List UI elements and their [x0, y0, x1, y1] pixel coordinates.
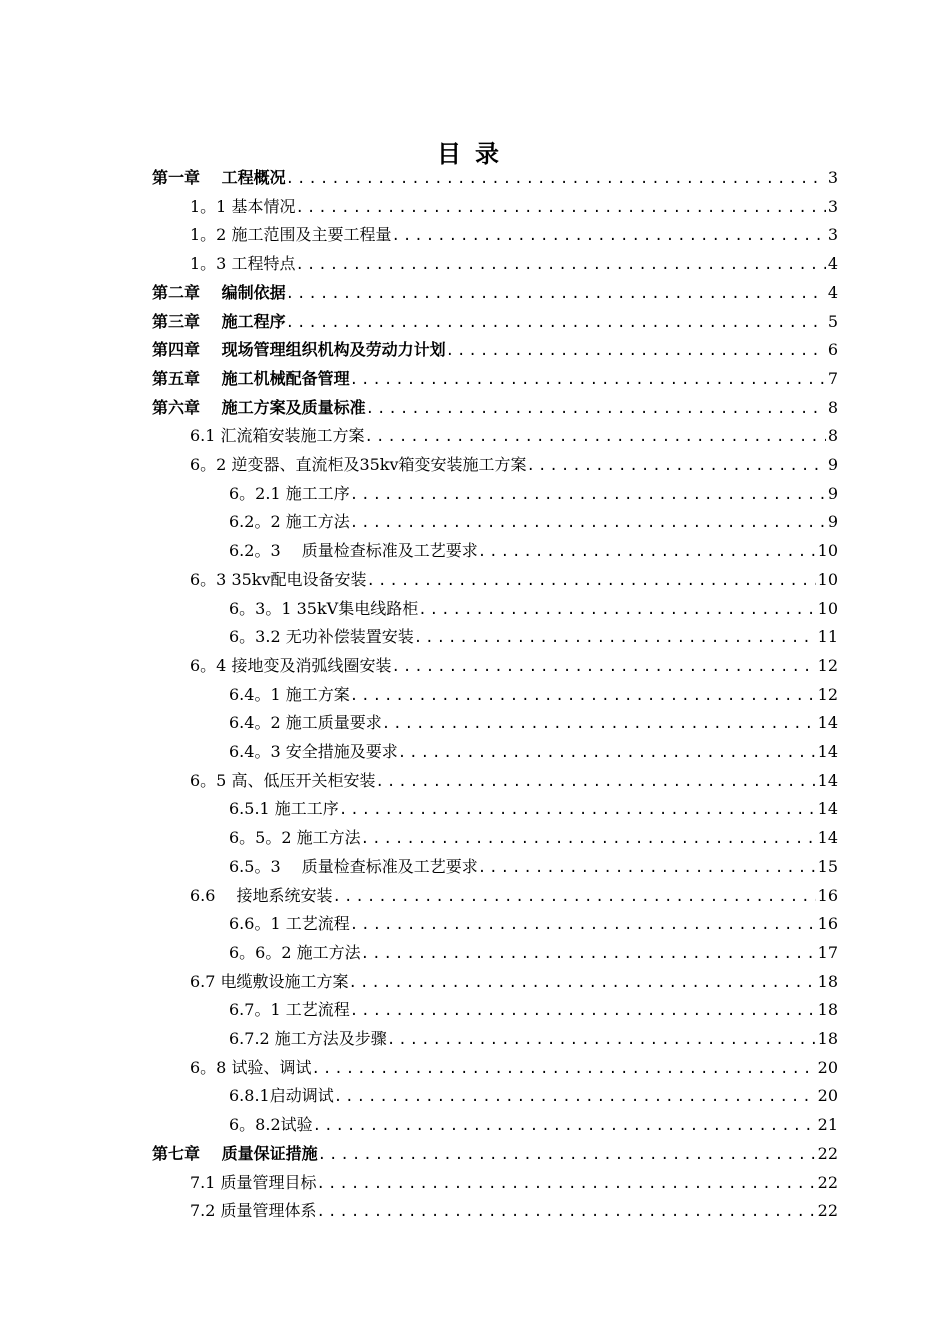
- toc-entry-label: 第四章 现场管理组织机构及劳动力计划: [152, 340, 446, 360]
- toc-section-entry[interactable]: [229, 853, 838, 881]
- toc-section-entry[interactable]: [229, 537, 838, 565]
- toc-leader-dots: [527, 452, 826, 480]
- toc-section-entry[interactable]: [229, 681, 838, 709]
- toc-leader-dots: [339, 796, 816, 824]
- toc-leader-dots: [398, 739, 816, 767]
- toc-section-entry[interactable]: [190, 882, 838, 910]
- toc-entry-label: 6.1 汇流箱安装施工方案: [190, 426, 365, 446]
- toc-page-number: 20: [817, 1057, 838, 1077]
- toc-page-number: 18: [817, 971, 838, 991]
- toc-entry-label: 6.5.1 施工工序: [229, 799, 339, 819]
- toc-leader-dots: [318, 1141, 816, 1169]
- toc-chapter-entry[interactable]: [152, 336, 838, 364]
- toc-page-number: 11: [817, 627, 838, 647]
- toc-page-number: 4: [827, 254, 838, 274]
- toc-section-entry[interactable]: [229, 824, 838, 852]
- toc-page-number: 7: [827, 368, 838, 388]
- toc-page-number: 14: [817, 828, 838, 848]
- toc-page-number: 5: [827, 311, 838, 331]
- toc-entry-label: 6。4 接地变及消弧线圈安装: [190, 655, 392, 675]
- toc-section-entry[interactable]: [190, 1197, 838, 1225]
- toc-entry-label: 6。5 高、低压开关柜安装: [190, 770, 376, 790]
- toc-page-number: 16: [817, 885, 838, 905]
- toc-chapter-entry[interactable]: [152, 308, 838, 336]
- toc-entry-label: 6。2.1 施工工序: [229, 483, 350, 503]
- toc-entry-label: 第六章 施工方案及质量标准: [152, 397, 366, 417]
- toc-page-number: 20: [817, 1086, 838, 1106]
- toc-section-entry[interactable]: [190, 193, 838, 221]
- toc-page-number: 21: [817, 1115, 838, 1135]
- toc-page-number: 14: [817, 713, 838, 733]
- toc-page-number: 22: [817, 1143, 838, 1163]
- toc-leader-dots: [478, 854, 816, 882]
- toc-leader-dots: [286, 309, 826, 337]
- toc-section-entry[interactable]: [229, 508, 838, 536]
- toc-page-number: 3: [827, 196, 838, 216]
- toc-entry-label: 第二章 编制依据: [152, 282, 286, 302]
- toc-section-entry[interactable]: [190, 221, 838, 249]
- toc-leader-dots: [350, 682, 816, 710]
- toc-entry-label: 6.4。1 施工方案: [229, 684, 350, 704]
- toc-leader-dots: [361, 825, 816, 853]
- toc-section-entry[interactable]: [229, 738, 838, 766]
- toc-entry-label: 第五章 施工机械配备管理: [152, 368, 350, 388]
- toc-entry-label: 1。2 施工范围及主要工程量: [190, 225, 392, 245]
- toc-leader-dots: [350, 997, 816, 1025]
- toc-section-entry[interactable]: [229, 910, 838, 938]
- toc-entry-label: 6.7.2 施工方法及步骤: [229, 1029, 387, 1048]
- toc-section-entry[interactable]: [229, 1025, 838, 1053]
- toc-page-number: 16: [817, 914, 838, 934]
- toc-chapter-entry[interactable]: [152, 1140, 838, 1168]
- toc-page-number: 8: [827, 426, 838, 446]
- toc-page-number: 14: [817, 799, 838, 819]
- toc-chapter-entry[interactable]: [152, 394, 838, 422]
- toc-section-entry[interactable]: [190, 968, 838, 996]
- toc-section-entry[interactable]: [229, 1111, 838, 1139]
- toc-chapter-entry[interactable]: [152, 365, 838, 393]
- toc-leader-dots: [311, 1055, 815, 1083]
- toc-leader-dots: [361, 940, 816, 968]
- toc-section-entry[interactable]: [190, 422, 838, 450]
- toc-section-entry[interactable]: [229, 1082, 838, 1110]
- toc-entry-label: 6.6 接地系统安装: [190, 885, 333, 905]
- toc-leader-dots: [350, 481, 826, 509]
- toc-entry-label: 6.7。1 工艺流程: [229, 1000, 350, 1020]
- toc-section-entry[interactable]: [229, 623, 838, 651]
- toc-leader-dots: [317, 1170, 816, 1198]
- toc-section-entry[interactable]: [190, 1054, 838, 1082]
- toc-page-number: 10: [817, 541, 838, 561]
- toc-section-entry[interactable]: [229, 939, 838, 967]
- toc-leader-dots: [295, 251, 825, 279]
- toc-page-number: 18: [817, 1000, 838, 1020]
- toc-page-number: 3: [827, 168, 838, 187]
- toc-section-entry[interactable]: [229, 795, 838, 823]
- toc-entry-label: 6.5。3 质量检查标准及工艺要求: [229, 856, 478, 876]
- toc-page-number: 6: [827, 340, 838, 360]
- toc-page-number: 14: [817, 742, 838, 761]
- toc-leader-dots: [414, 624, 816, 652]
- toc-section-entry[interactable]: [229, 709, 838, 737]
- toc-section-entry[interactable]: [190, 652, 838, 680]
- toc-leader-dots: [334, 1083, 816, 1111]
- toc-page-number: 22: [817, 1172, 838, 1192]
- toc-entry-label: 7.1 质量管理目标: [190, 1172, 317, 1192]
- toc-entry-label: 6。3。1 35kV集电线路柜: [229, 598, 419, 618]
- toc-entry-label: 6。8.2试验: [229, 1115, 313, 1135]
- toc-entry-label: 6.7 电缆敷设施工方案: [190, 971, 349, 991]
- toc-leader-dots: [317, 1198, 816, 1226]
- toc-page-number: 9: [827, 455, 838, 474]
- toc-leader-dots: [349, 969, 816, 997]
- toc-chapter-entry[interactable]: [152, 279, 838, 307]
- toc-leader-dots: [391, 653, 815, 681]
- toc-entry-label: 6.4。2 施工质量要求: [229, 713, 382, 733]
- toc-section-entry[interactable]: [190, 767, 838, 795]
- toc-leader-dots: [446, 337, 826, 365]
- toc-page-number: 18: [817, 1029, 838, 1048]
- toc-leader-dots: [391, 222, 825, 250]
- toc-page-number: 17: [817, 942, 838, 962]
- toc-page-number: 4: [827, 282, 838, 302]
- toc-page-number: 14: [817, 770, 838, 790]
- toc-section-entry[interactable]: [229, 595, 838, 623]
- toc-leader-dots: [333, 883, 816, 911]
- toc-leader-dots: [478, 538, 816, 566]
- toc-title: 目录: [437, 140, 513, 168]
- toc-entry-label: 1。3 工程特点: [190, 254, 296, 274]
- toc-entry-label: 6.2。3 质量检查标准及工艺要求: [229, 541, 478, 561]
- toc-leader-dots: [387, 1026, 816, 1054]
- toc-entry-label: 6。3 35kv配电设备安装: [190, 569, 367, 589]
- toc-page-number: 9: [827, 483, 838, 503]
- toc-leader-dots: [295, 194, 825, 222]
- toc-leader-dots: [367, 567, 816, 595]
- toc-entry-label: 6。6。2 施工方法: [229, 942, 361, 962]
- toc-entry-label: 第三章 施工程序: [152, 311, 286, 331]
- toc-entry-label: 6.6。1 工艺流程: [229, 914, 350, 934]
- toc-leader-dots: [366, 395, 826, 423]
- toc-leader-dots: [382, 710, 816, 738]
- toc-section-entry[interactable]: [190, 566, 838, 594]
- toc-page-number: 12: [817, 655, 838, 675]
- toc-entry-label: 6.8.1启动调试: [229, 1086, 334, 1106]
- toc-page-number: 12: [817, 684, 838, 704]
- toc-entry-label: 6.4。3 安全措施及要求: [229, 742, 398, 761]
- toc-leader-dots: [286, 280, 826, 308]
- toc-entry-label: 6。5。2 施工方法: [229, 828, 361, 848]
- toc-entry-label: 6。8 试验、调试: [190, 1057, 312, 1077]
- toc-leader-dots: [365, 423, 826, 451]
- toc-entry-label: 7.2 质量管理体系: [190, 1201, 317, 1221]
- toc-leader-dots: [313, 1112, 816, 1140]
- toc-section-entry[interactable]: [190, 1169, 838, 1197]
- toc-page-number: 10: [817, 569, 838, 589]
- toc-section-entry[interactable]: [229, 996, 838, 1024]
- toc-chapter-entry[interactable]: [152, 164, 838, 192]
- toc-page-number: 9: [827, 512, 838, 532]
- toc-section-entry[interactable]: [190, 250, 838, 278]
- toc-entry-label: 第七章 质量保证措施: [152, 1143, 318, 1163]
- toc-leader-dots: [350, 911, 816, 939]
- toc-leader-dots: [286, 165, 826, 193]
- toc-page-number: 10: [817, 598, 838, 618]
- toc-entry-label: 1。1 基本情况: [190, 196, 296, 216]
- toc-entry-label: 第一章 工程概况: [152, 168, 286, 187]
- toc-leader-dots: [375, 768, 815, 796]
- toc-entry-label: 6。2 逆变器、直流柜及35kv箱变安装施工方案: [190, 455, 527, 474]
- toc-section-entry[interactable]: [229, 480, 838, 508]
- toc-page-number: 3: [827, 225, 838, 245]
- toc-section-entry[interactable]: [190, 451, 838, 479]
- toc-leader-dots: [418, 596, 815, 624]
- toc-leader-dots: [350, 509, 826, 537]
- toc-entry-label: 6。3.2 无功补偿装置安装: [229, 627, 414, 647]
- toc-entry-label: 6.2。2 施工方法: [229, 512, 350, 532]
- toc-page-number: 8: [827, 397, 838, 417]
- toc-page-number: 15: [817, 856, 838, 876]
- toc-leader-dots: [350, 366, 826, 394]
- toc-page-number: 22: [817, 1201, 838, 1221]
